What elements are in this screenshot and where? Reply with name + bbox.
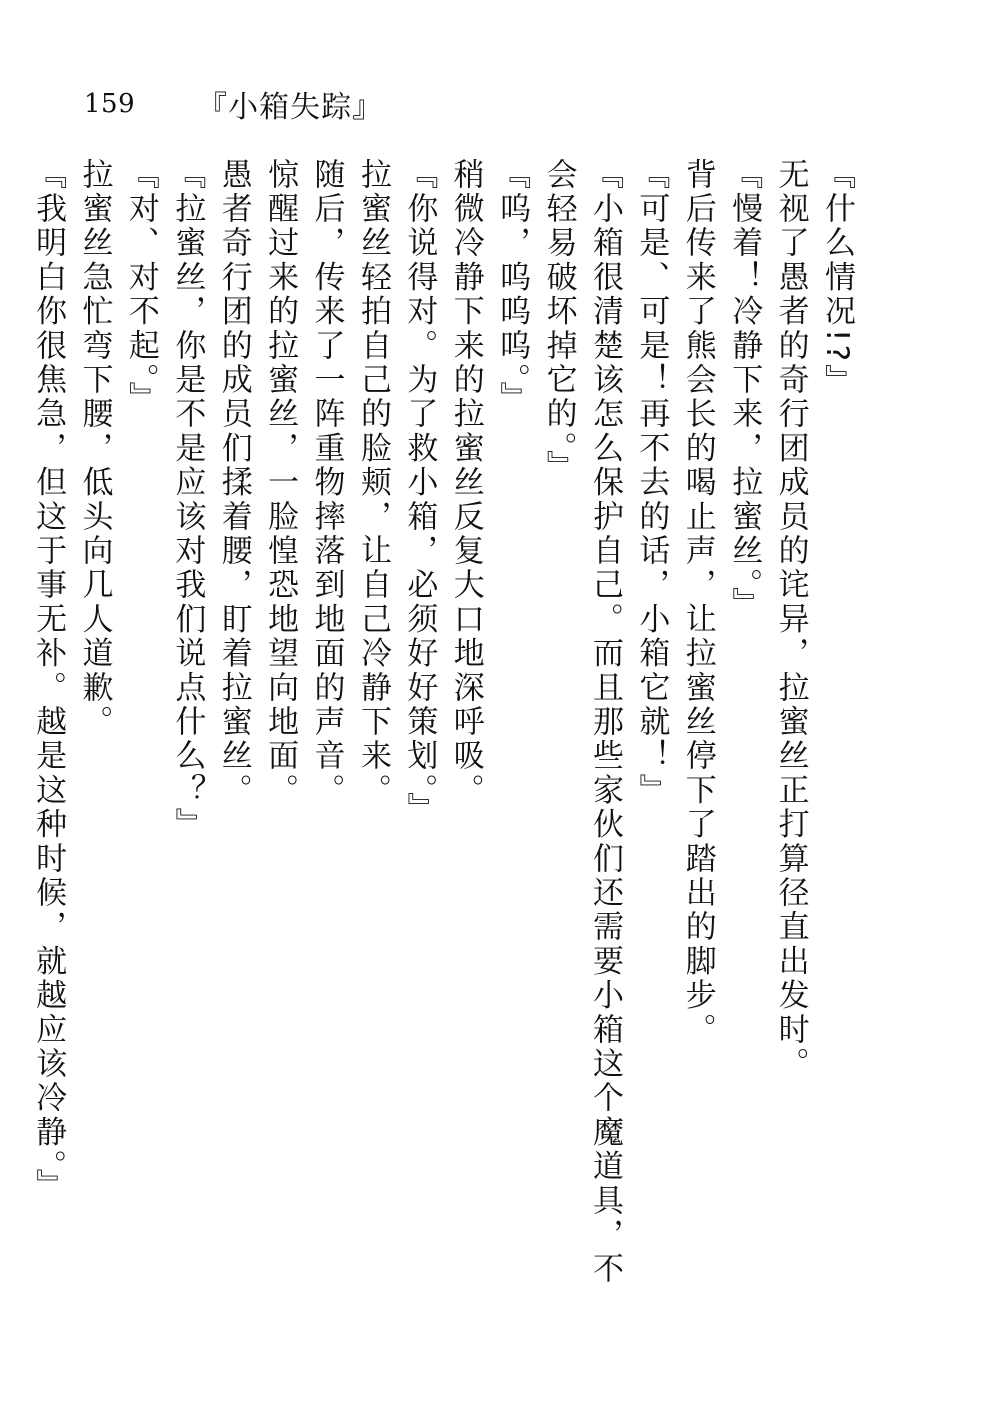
paragraph-6: 『小箱很清楚该怎么保护自己。而且那些家伙们还需要小箱这个魔道具，不会轻易破坏掉它的。』 (540, 158, 623, 1287)
paragraph-12: 惊醒过来的拉蜜丝，一脸惶恐地望向地面。 (262, 158, 299, 808)
paragraph-2: 无视了愚者的奇行团成员的诧异，拉蜜丝正打算径直出发时。 (772, 158, 809, 1082)
paragraph-11: 随后，传来了一阵重物摔落到地面的声音。 (308, 158, 345, 808)
page-header (84, 84, 383, 124)
paragraph-4: 背后传来了熊会长的喝止声，让拉蜜丝停下了踏出的脚步。 (679, 158, 716, 1048)
paragraph-8: 稍微冷静下来的拉蜜丝反复大口地深呼吸。 (447, 158, 484, 808)
paragraph-10: 拉蜜丝轻拍自己的脸颊，让自己冷静下来。 (354, 158, 391, 808)
page-number: 159 (84, 89, 136, 119)
paragraph-3: 『慢着！冷静下来，拉蜜丝。』 (726, 158, 763, 622)
paragraph-15: 『对、对不起。』 (122, 158, 159, 417)
paragraph-13: 愚者奇行团的成员们揉着腰，盯着拉蜜丝。 (215, 158, 252, 808)
paragraph-1: 『什么情况!?』 (819, 158, 855, 399)
chapter-title: 『小箱失踪』 (197, 90, 384, 125)
paragraph-7: 『呜，呜呜呜。』 (494, 158, 531, 417)
paragraph-14: 『拉蜜丝，你是不是应该对我们说点什么？』 (169, 158, 206, 842)
paragraph-17: 『我明白你很焦急，但这于事无补。越是这种时候，就越应该冷静。』 (30, 158, 67, 1203)
paragraph-5: 『可是、可是！再不去的话，小箱它就！』 (633, 158, 670, 808)
paragraph-9: 『你说得对。为了救小箱，必须好好策划。』 (401, 158, 438, 827)
paragraph-16: 拉蜜丝急忙弯下腰，低头向几人道歉。 (76, 158, 113, 740)
vertical-body-text (25, 158, 860, 1318)
